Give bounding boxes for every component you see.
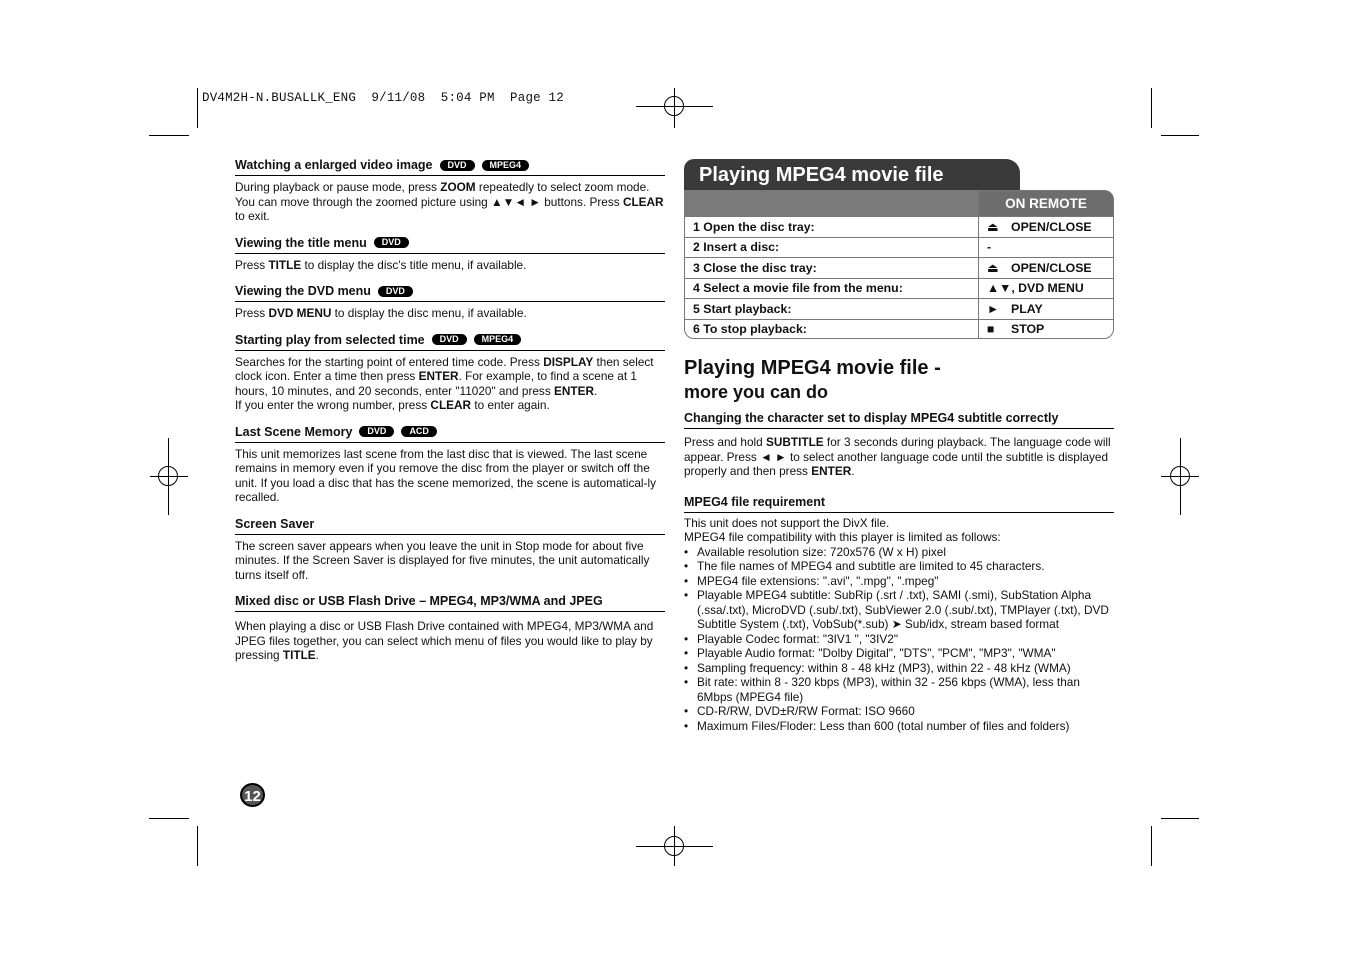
page-number: 12 [240,783,265,807]
table-row: 5 Start playback: ► PLAY [684,299,1114,320]
crop-mark [1151,88,1152,128]
print-slug: DV4M2H-N.BUSALLK_ENG 9/11/08 5:04 PM Page 12 [202,91,564,105]
crop-mark [1161,818,1199,819]
list-item: • Playable MPEG4 subtitle: SubRip (.srt / .txt), SAMI (.smi), SubStation Alpha (.ssa/.txt), MicroDVD (.sub/.txt), SubViewer 2.0 (.sub/.txt), TMPlayer (.txt), DVD Subtitle System (.txt), VobSub(*.sub) ➤ Sub/idx, stream based format [684,588,1114,632]
table-row: 3 Close the disc tray: ⏏ OPEN/CLOSE [684,258,1114,279]
section-text: Press and hold SUBTITLE for 3 seconds during playback. The language code will appear. Press ◄ ► to select another language code until the subtitle is displayed properly and then press ENTER. [684,435,1111,478]
section-title: Mixed disc or USB Flash Drive – MPEG4, MP3/WMA and JPEG [235,594,665,612]
section-title: MPEG4 file requirement [684,495,1114,513]
crop-mark [149,135,189,136]
acd-badge: ACD [401,426,437,437]
crop-mark [197,826,198,866]
section-title: Starting play from selected time DVD MPEG4 [235,333,665,351]
list-item: • Sampling frequency: within 8 - 48 kHz (MP3), within 22 - 48 kHz (WMA) [684,661,1114,676]
section-title: Changing the character set to display MPEG4 subtitle correctly [684,411,1114,429]
registration-mark [664,836,684,856]
table-row: 6 To stop playback: ■ STOP [684,320,1114,340]
stop-icon: ■ [987,322,995,337]
section-text: Press DVD MENU to display the disc menu, if available. [235,306,527,320]
section-text: This unit does not support the DivX file. MPEG4 file compatibility with this player is limited as follows: [684,515,1001,544]
list-item: • CD-R/RW, DVD±R/RW Format: ISO 9660 [684,704,1114,719]
dash-icon: - [987,240,992,255]
section-text: Searches for the starting point of entered time code. Press DISPLAY then select clock icon. Enter a time then press ENTER. For example, to find a scene at 1 hours, 10 minutes, and 20 seconds, enter "11020" and press ENTER. If you enter the wrong number, press CLEAR to enter again. [235,354,654,412]
table-row: 4 Select a movie file from the menu: ▲▼, DVD MENU [684,279,1114,300]
tab-header [684,156,1114,187]
registration-mark [664,96,684,116]
mpeg4-badge: MPEG4 [482,160,530,171]
mpeg4-badge: MPEG4 [474,334,522,345]
table-header-cell [684,190,978,217]
section-text: During playback or pause mode, press ZOOM repeatedly to select zoom mode. You can move through the zoomed picture using ▲▼◄ ► buttons. Press CLEAR to exit. [235,180,664,223]
section-title: Viewing the DVD menu DVD [235,284,665,302]
arrows-icon: ▲▼, DVD MENU [987,281,1084,296]
crop-mark [197,88,198,128]
requirements-column [684,411,1114,733]
registration-mark [158,466,178,486]
dvd-badge: DVD [359,426,394,437]
section-text: Press TITLE to display the disc's title menu, if available. [235,257,527,272]
list-item: • Playable Audio format: "Dolby Digital", "DTS", "PCM", "MP3", "WMA" [684,646,1114,661]
section-heading: Playing MPEG4 movie file - more you can do [684,357,941,402]
dvd-badge: DVD [374,237,409,248]
requirements-list [684,545,1114,734]
list-item: • Maximum Files/Floder: Less than 600 (total number of files and folders) [684,719,1114,734]
list-item: • Bit rate: within 8 - 320 kbps (MP3), within 32 - 256 kbps (WMA), less than 6Mbps (MPEG4 file) [684,675,1114,704]
left-column [235,156,665,663]
list-item: • Available resolution size: 720x576 (W x H) pixel [684,545,1114,560]
section-text: The screen saver appears when you leave the unit in Stop mode for about five minutes. If the Screen Saver is displayed for five minutes, the unit automatically turns itself off. [235,538,650,582]
crop-mark [149,818,189,819]
dvd-badge: DVD [440,160,475,171]
registration-mark [1170,466,1190,486]
table-row: 2 Insert a disc: - [684,238,1114,259]
table-header-row [684,190,1114,217]
crop-mark [1161,135,1199,136]
section-title: Viewing the title menu DVD [235,236,665,254]
play-icon: ► [987,301,1000,316]
right-column [684,156,1114,187]
crop-mark [1151,826,1152,866]
page-title: Playing MPEG4 movie file [684,159,1020,192]
section-text: When playing a disc or USB Flash Drive contained with MPEG4, MP3/WMA and JPEG files together, you can select which menu of files you would like to play by pressing TITLE. [235,619,654,662]
steps-table [684,190,1114,339]
section-title: Last Scene Memory DVD ACD [235,425,665,443]
dvd-badge: DVD [432,334,467,345]
on-remote-header: ON REMOTE [978,190,1114,217]
list-item: • MPEG4 file extensions: ".avi", ".mpg", ".mpeg" [684,574,1114,589]
section-title: Screen Saver [235,517,665,535]
list-item: • The file names of MPEG4 and subtitle are limited to 45 characters. [684,559,1114,574]
table-row: 1 Open the disc tray: ⏏ OPEN/CLOSE [684,217,1114,238]
dvd-badge: DVD [378,286,413,297]
section-title: Watching a enlarged video image DVD MPEG4 [235,158,665,176]
eject-icon: ⏏ [987,219,999,234]
list-item: • Playable Codec format: "3IV1 ", "3IV2" [684,632,1114,647]
section-text: This unit memorizes last scene from the last disc that is viewed. The last scene remains in memory even if you remove the disc from the player or switch off the unit. If you load a disc that has the scene memorized, the scene is automatical-ly recalled. [235,446,656,504]
eject-icon: ⏏ [987,260,999,275]
